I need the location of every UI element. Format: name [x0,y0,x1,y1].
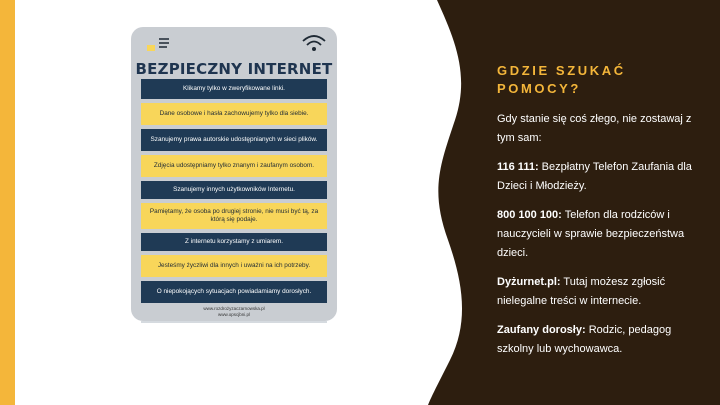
section-heading: GDZIE SZUKAĆ POMOCY? [497,63,626,96]
help-item [497,206,697,263]
poster-title: BEZPIECZNY INTERNET [135,60,333,78]
poster-rule: Klikamy tylko w zweryfikowane linki. [141,79,327,99]
help-item-text: Rodzic, pedagog szkolny lub wychowawca. [497,324,672,355]
help-item [497,158,697,196]
help-item-label: 116 111: [497,161,539,173]
help-item-label: Dyżurnet.pl: [497,276,561,288]
intro-text: Gdy stanie się coś złego, nie zostawaj z tym sam: [497,113,692,144]
help-item-label: 800 100 100: [497,209,562,221]
wifi-icon [301,33,327,58]
poster-rule: Z internetu korzystamy z umiarem. [141,233,327,251]
poster-rule: Zdjęcia udostępniamy tylko znanym i zaufanym osobom. [141,155,327,177]
help-item-text: Tutaj możesz zgłosić nielegalne treści w internecie. [497,276,666,307]
help-section [497,62,697,369]
poster-rule: Pamiętamy, że osoba po drugiej stronie, nie musi być tą, za którą się podaje. [141,203,327,229]
poster-rule: Jesteśmy życzliwi dla innych i uważni na ich potrzeby. [141,255,327,277]
help-item-text: Telefon dla rodziców i nauczycieli w sprawie bezpieczeństwa dzieci. [497,209,685,259]
help-item-text: Bezpłatny Telefon Zaufania dla Dzieci i Młodzieży. [497,161,692,192]
poster-rule: Dane osobowe i hasła zachowujemy tylko dla siebie. [141,103,327,125]
sparkle-icon [141,37,171,57]
poster-footer-url: www.opscjbni.pl [217,312,250,317]
poster-rule: O niepokojących sytuacjach powiadamiamy dorosłych. [141,281,327,303]
help-item-label: Zaufany dorosły: [497,324,586,336]
poster-footer-url: www.rozdrożyzaczarnowska.pl [203,306,265,311]
help-item [497,321,697,359]
poster-rule: Szanujemy prawa autorskie udostępnianych w sieci plików. [141,129,327,151]
help-item [497,273,697,311]
poster-rule: Szanujemy innych użytkowników Internetu. [141,181,327,199]
poster-image [131,27,337,321]
poster-reflection [131,321,337,381]
